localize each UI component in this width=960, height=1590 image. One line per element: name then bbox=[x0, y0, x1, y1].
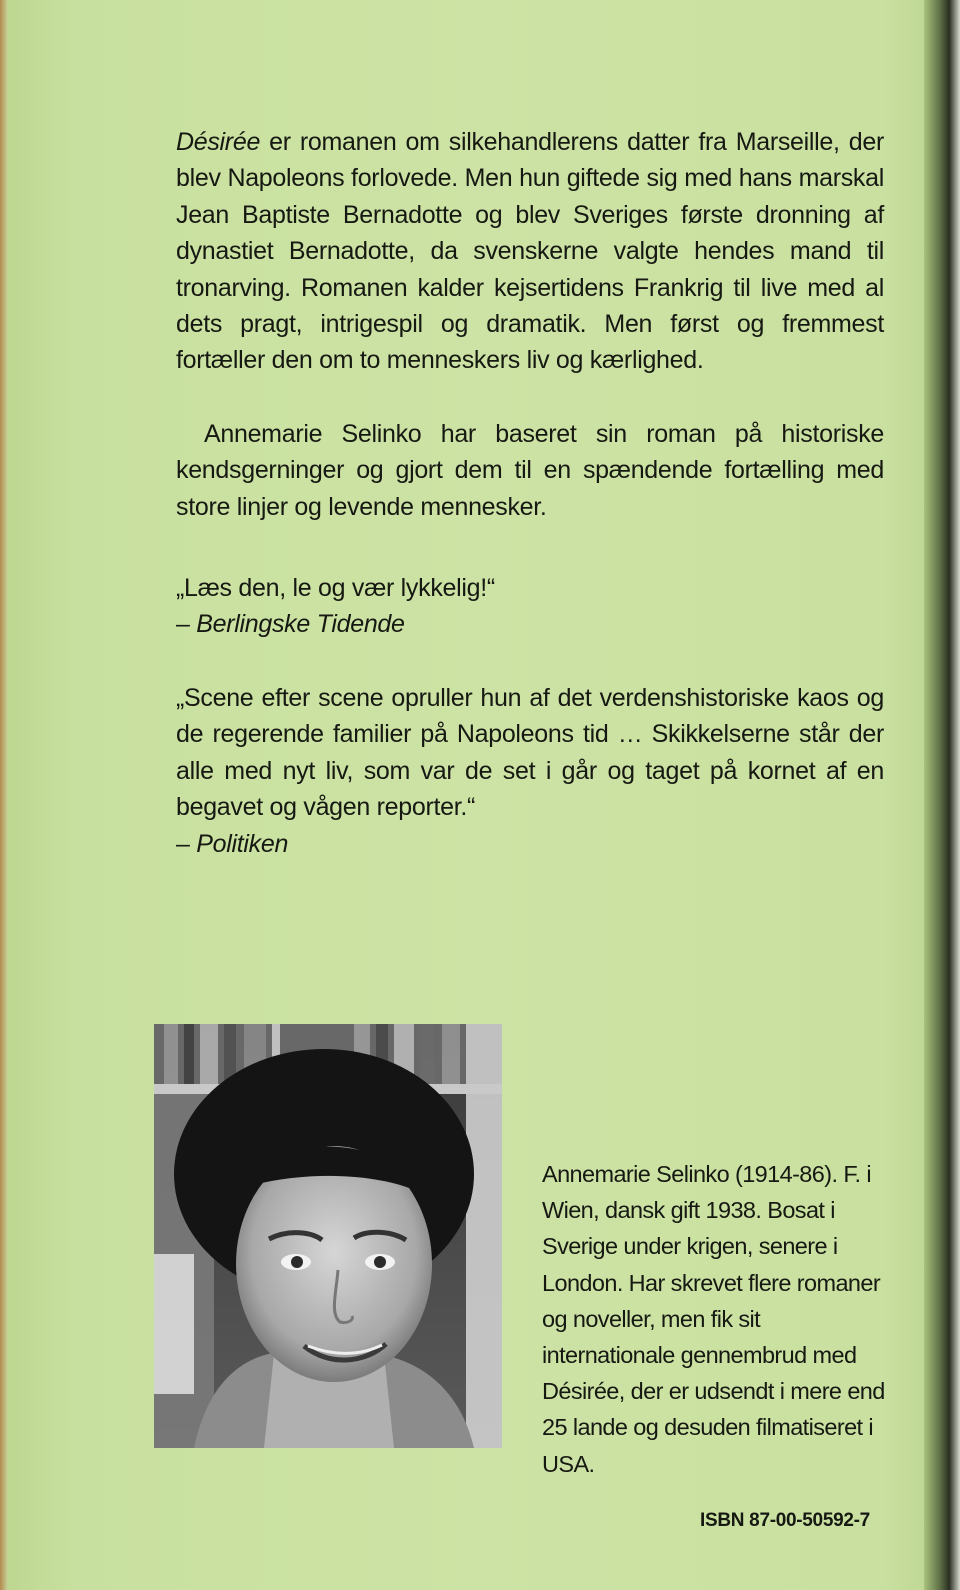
description-text-1: er romanen om silkehandlerens datter fra Marseille, der blev Napoleons forlovede. Men hun giftede sig med hans marskal Jean Baptiste Bernadotte og blev Sveriges første dronning af dynastiet Bernadotte, da svenskerne valgte hendes mand til tronarving. Romanen kalder kejsertidens Frankrig til live med al dets pragt, intrigespil og dramatik. Men først og fremmest fortæller den om to menneskers liv og kærlighed. bbox=[176, 128, 884, 375]
author-bio-text: Annemarie Selinko (1914-86). F. i Wien, dansk gift 1938. Bosat i Sverige under krigen, senere i London. Har skrevet flere romaner og noveller, men fik sit internationale gennembrud med Désirée, der er udsendt i mere end 25 lande og desuden filmatiseret i USA. bbox=[542, 1161, 885, 1477]
quote-source: – Politiken bbox=[176, 829, 289, 858]
review-quote-2 bbox=[176, 680, 884, 862]
book-title-word: Désirée bbox=[176, 128, 261, 156]
review-quote-1 bbox=[176, 570, 884, 643]
quote-text: „Læs den, le og vær lykkelig!“ bbox=[176, 574, 495, 602]
quote-source: – Berlingske Tidende bbox=[176, 610, 405, 639]
description-paragraph-1 bbox=[176, 124, 884, 379]
author-photo bbox=[154, 1024, 502, 1448]
author-bio bbox=[542, 1156, 892, 1482]
description-paragraph-2 bbox=[176, 416, 884, 525]
quote-text: „Scene efter scene opruller hun af det verdenshistoriske kaos og de regerende familier på Napoleons tid … Skikkelserne står der alle med nyt liv, som var de set i går og taget på kornet af en begavet og vågen reporter.“ bbox=[176, 684, 884, 822]
description-text-2: Annemarie Selinko har baseret sin roman på historiske kendsgerninger og gjort dem til en spændende fortælling med store linjer og levende mennesker. bbox=[176, 420, 884, 521]
cover-left-edge bbox=[0, 0, 8, 1590]
isbn-number: ISBN 87-00-50592-7 bbox=[700, 1510, 870, 1531]
book-spine-edge bbox=[924, 0, 960, 1590]
